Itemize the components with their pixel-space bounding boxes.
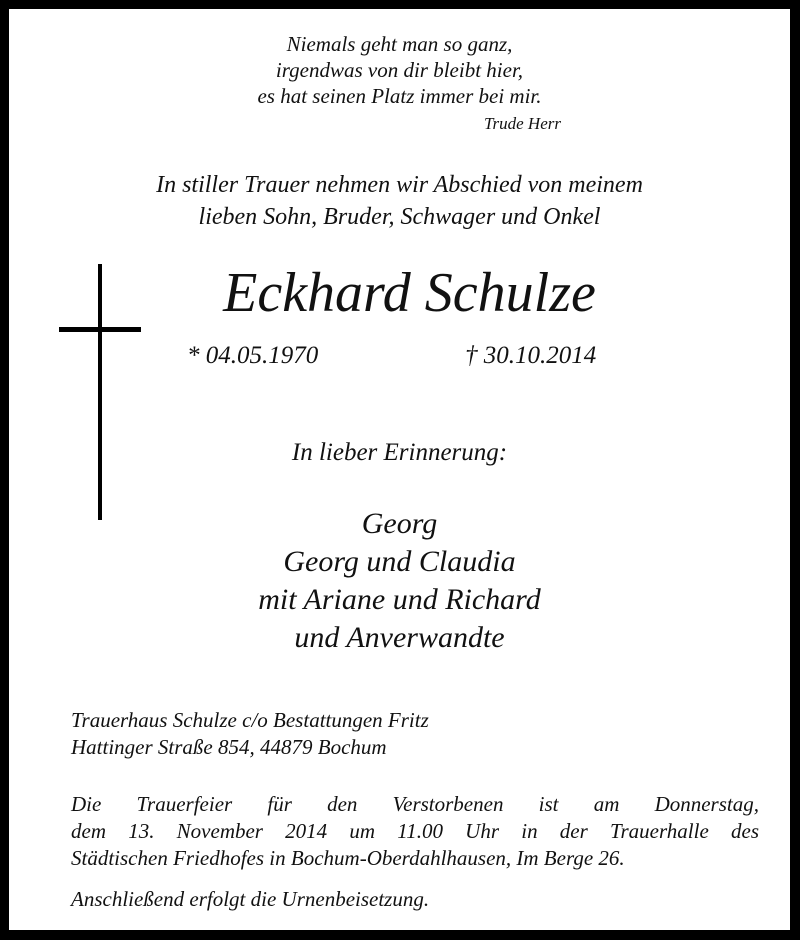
- intro-line-2: lieben Sohn, Bruder, Schwager und Onkel: [198, 204, 601, 230]
- death-date: † 30.10.2014: [465, 342, 597, 369]
- memory-heading: In lieber Erinnerung:: [291, 439, 508, 466]
- intro-line-1: In stiller Trauer nehmen wir Abschied von meinem: [156, 172, 643, 198]
- mourner-line-2: Georg und Claudia: [283, 545, 516, 578]
- ceremony-line-2: dem 13. November 2014 um 11.00 Uhr in der Trauerhalle des: [71, 819, 759, 843]
- mourner-line-3: mit Ariane und Richard: [258, 583, 541, 616]
- ceremony-line-1: Die Trauerfeier für den Verstorbenen ist am Donnerstag,: [71, 792, 759, 816]
- cross-horizontal-bar: [59, 327, 141, 332]
- ceremony-line-3: Städtischen Friedhofes in Bochum-Oberdahlhausen, Im Berge 26.: [71, 846, 625, 870]
- quote-line-2: irgendwas von dir bleibt hier,: [275, 58, 524, 82]
- quote-author: Trude Herr: [484, 114, 561, 133]
- deceased-name: Eckhard Schulze: [223, 262, 596, 324]
- ceremony-paragraph: [71, 791, 759, 872]
- obituary-notice: [9, 9, 790, 930]
- mourner-line-4: und Anverwandte: [294, 621, 505, 654]
- mourner-line-1: Georg: [361, 507, 438, 540]
- quote-line-1: Niemals geht man so ganz,: [286, 32, 513, 56]
- quote-line-3: es hat seinen Platz immer bei mir.: [257, 84, 542, 108]
- ceremony-final-line: Anschließend erfolgt die Urnenbeisetzung.: [71, 887, 430, 911]
- address-line-2: Hattinger Straße 854, 44879 Bochum: [71, 735, 387, 759]
- address-line-1: Trauerhaus Schulze c/o Bestattungen Fritz: [71, 708, 429, 732]
- birth-date: * 04.05.1970: [187, 342, 319, 369]
